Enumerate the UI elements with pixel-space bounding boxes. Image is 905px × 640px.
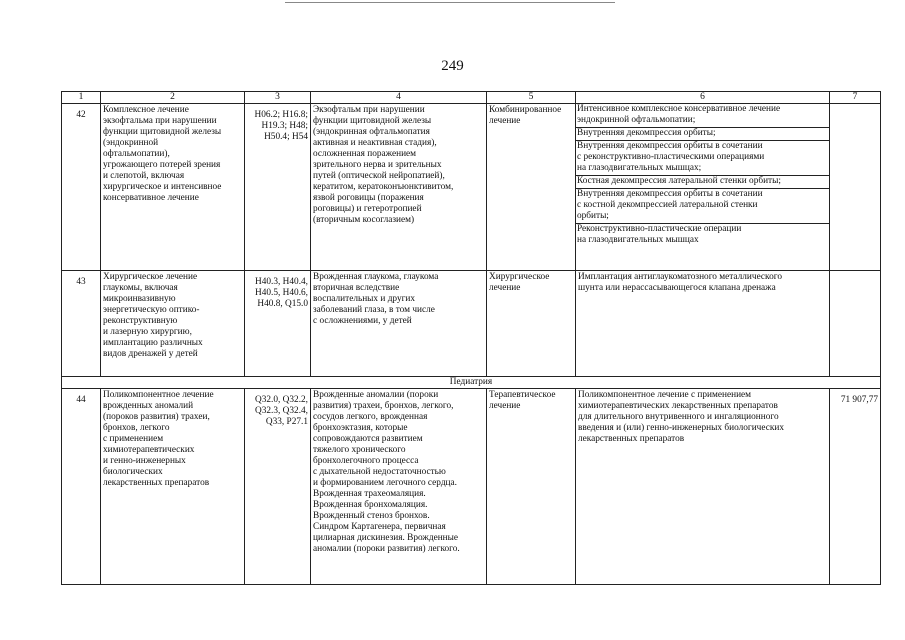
col-header-1: 1 <box>62 92 101 104</box>
text-line: Врожденная бронхомаляция. <box>313 500 428 510</box>
col-header-4: 4 <box>311 92 487 104</box>
patient-model <box>311 104 487 271</box>
text-line: вторичная вследствие <box>313 283 400 293</box>
text-line: Внутренняя декомпрессия орбиты; <box>577 128 716 138</box>
text-line: и лазерную хирургию, <box>103 327 192 337</box>
col-header-5: 5 <box>487 92 576 104</box>
row-number: 42 <box>62 104 101 271</box>
text-line: Врожденные аномалии (пороки <box>313 390 439 400</box>
text-line: Хирургическое <box>489 272 550 282</box>
table-row <box>62 104 881 271</box>
text-line: бронхоэктазия, которые <box>313 423 408 433</box>
header-row <box>62 92 881 104</box>
text-line: Внутренняя декомпрессия орбиты в сочетании <box>577 141 763 151</box>
text-line: Комплексное лечение <box>103 105 189 115</box>
text-line: Н50.4; Н54 <box>264 132 308 142</box>
text-line: Н06.2; Н16.8; <box>254 110 308 120</box>
text-line: лекарственных препаратов <box>578 434 685 444</box>
text-line: аномалии (пороки развития) легкого. <box>313 544 460 554</box>
text-line: заболеваний глаза, в том числе <box>313 305 435 315</box>
care-table <box>61 91 881 585</box>
text-line: (пороков развития) трахеи, <box>103 412 210 422</box>
text-line: с применением <box>103 434 164 444</box>
text-line: угрожающего потерей зрения <box>103 160 221 170</box>
text-line: с реконструктивно-пластическими операциями <box>577 152 765 162</box>
treatment-methods <box>576 389 830 585</box>
icd-codes <box>245 389 311 585</box>
text-line: Н19.3; Н48; <box>261 121 308 131</box>
text-line: (вторичным косоглазием) <box>313 215 415 225</box>
row-number: 43 <box>62 271 101 377</box>
text-line: воспалительных и других <box>313 294 416 304</box>
text-line: Хирургическое лечение <box>103 272 198 282</box>
text-line: язвой роговицы (поражения <box>313 193 424 203</box>
text-line: развития) трахеи, бронхов, легкого, <box>313 401 454 411</box>
text-line: Поликомпонентное лечение с применением <box>578 390 752 400</box>
procedure-name <box>101 389 245 585</box>
text-line: Костная декомпрессия латеральной стенки орбиты; <box>577 176 781 186</box>
text-line: врожденных аномалий <box>103 401 194 411</box>
text-line: роговицы) и гетеротропией <box>313 204 422 214</box>
text-line: активная и неактивная стадия), <box>313 138 437 148</box>
col-header-2: 2 <box>101 92 245 104</box>
scan-top-edge <box>285 2 615 3</box>
text-line: Синдром Картагенера, первичная <box>313 522 446 532</box>
text-line: Экзофтальм при нарушении <box>313 105 425 115</box>
text-line: зрительного нерва и зрительных <box>313 160 442 170</box>
method-item <box>576 141 829 176</box>
method-item <box>576 176 829 189</box>
text-line: Q33, Р27.1 <box>265 417 308 427</box>
cost-value: 71 907,77 <box>830 389 881 585</box>
method-item <box>576 104 829 128</box>
text-line: Имплантация антиглаукоматозного металлического <box>578 272 782 282</box>
text-line: Q32.0, Q32.2, <box>255 395 308 405</box>
icd-codes <box>245 271 311 377</box>
row-number: 44 <box>62 389 101 585</box>
text-line: функции щитовидной железы <box>313 116 432 126</box>
text-line: сопровождаются развитием <box>313 434 423 444</box>
text-line: лечение <box>489 116 521 126</box>
section-row <box>62 377 881 389</box>
text-line: и слепотой, включая <box>103 171 185 181</box>
patient-model <box>311 389 487 585</box>
procedure-name <box>101 271 245 377</box>
table-row <box>62 389 881 585</box>
text-line: лечение <box>489 401 521 411</box>
col-header-7: 7 <box>830 92 881 104</box>
text-line: лечение <box>489 283 521 293</box>
col-header-3: 3 <box>245 92 311 104</box>
text-line: и формированием легочного сердца. <box>313 478 457 488</box>
text-line: химиотерапевтических лекарственных препаратов <box>578 401 778 411</box>
text-line: Терапевтическое <box>489 390 556 400</box>
text-line: с осложнениями, у детей <box>313 316 412 326</box>
text-line: бронхолегочного процесса <box>313 456 419 466</box>
text-line: Поликомпонентное лечение <box>103 390 214 400</box>
text-line: с дыхательной недостаточностью <box>313 467 446 477</box>
patient-model <box>311 271 487 377</box>
method-item <box>576 128 829 141</box>
method-item <box>576 224 829 247</box>
text-line: с костной декомпрессией латеральной стенки <box>577 200 758 210</box>
text-line: химиотерапевтических <box>103 445 195 455</box>
text-line: Врожденная трахеомаляция. <box>313 489 426 499</box>
treatment-type <box>487 104 576 271</box>
treatment-methods <box>576 104 830 271</box>
text-line: энергетическую оптико- <box>103 305 200 315</box>
text-line: Н40.3, Н40.4, <box>255 277 308 287</box>
text-line: цилиарная дискинезия. Врожденные <box>313 533 459 543</box>
text-line: экзофтальма при нарушении <box>103 116 217 126</box>
text-line: Q32.3, Q32.4, <box>255 406 308 416</box>
text-line: (эндокринная офтальмопатия <box>313 127 430 137</box>
text-line: хирургическое и интенсивное <box>103 182 222 192</box>
text-line: видов дренажей у детей <box>103 349 198 359</box>
treatment-type <box>487 389 576 585</box>
cost-value <box>830 104 881 271</box>
text-line: Реконструктивно-пластические операции <box>577 224 742 234</box>
text-line: Врожденный стеноз бронхов. <box>313 511 430 521</box>
col-header-6: 6 <box>576 92 830 104</box>
text-line: микроинвазивную <box>103 294 176 304</box>
cost-value <box>830 271 881 377</box>
procedure-name <box>101 104 245 271</box>
page-number: 249 <box>441 58 464 74</box>
text-line: лекарственных препаратов <box>103 478 210 488</box>
text-line: на глазодвигательных мышцах; <box>577 163 702 173</box>
text-line: бронхов, легкого <box>103 423 170 433</box>
text-line: осложненная поражением <box>313 149 417 159</box>
text-line: реконструктивную <box>103 316 178 326</box>
text-line: Врожденная глаукома, глаукома <box>313 272 439 282</box>
text-line: функции щитовидной железы <box>103 127 222 137</box>
text-line: сосудов легкого, врожденная <box>313 412 428 422</box>
icd-codes <box>245 104 311 271</box>
text-line: и генно-инженерных <box>103 456 186 466</box>
text-line: кератитом, кератоконъюнктивитом, <box>313 182 454 192</box>
text-line: имплантацию различных <box>103 338 203 348</box>
text-line: введения и (или) генно-инженерных биологических <box>578 423 784 433</box>
text-line: тяжелого хронического <box>313 445 406 455</box>
treatment-type <box>487 271 576 377</box>
text-line: Интенсивное комплексное консервативное лечение <box>577 104 781 114</box>
text-line: биологических <box>103 467 163 477</box>
text-line: Н40.5, Н40.6, <box>255 288 308 298</box>
text-line: Комбинированное <box>489 105 562 115</box>
text-line: орбиты; <box>577 211 609 221</box>
text-line: для длительного внутривенного и ингаляционного <box>578 412 779 422</box>
text-line: на глазодвигательных мышцах <box>577 235 699 245</box>
text-line: консервативное лечение <box>103 193 199 203</box>
text-line: Внутренняя декомпрессия орбиты в сочетании <box>577 189 763 199</box>
text-line: Н40.8, Q15.0 <box>257 299 308 309</box>
treatment-methods <box>576 271 830 377</box>
table-row <box>62 271 881 377</box>
section-title: Педиатрия <box>62 377 881 389</box>
text-line: (эндокринной <box>103 138 159 148</box>
text-line: эндокринной офтальмопатии; <box>577 115 696 125</box>
text-line: офтальмопатии), <box>103 149 170 159</box>
text-line: шунта или нерассасывающегося клапана дренажа <box>578 283 776 293</box>
method-item <box>576 189 829 224</box>
text-line: глаукомы, включая <box>103 283 178 293</box>
text-line: путей (оптической нейропатией), <box>313 171 445 181</box>
